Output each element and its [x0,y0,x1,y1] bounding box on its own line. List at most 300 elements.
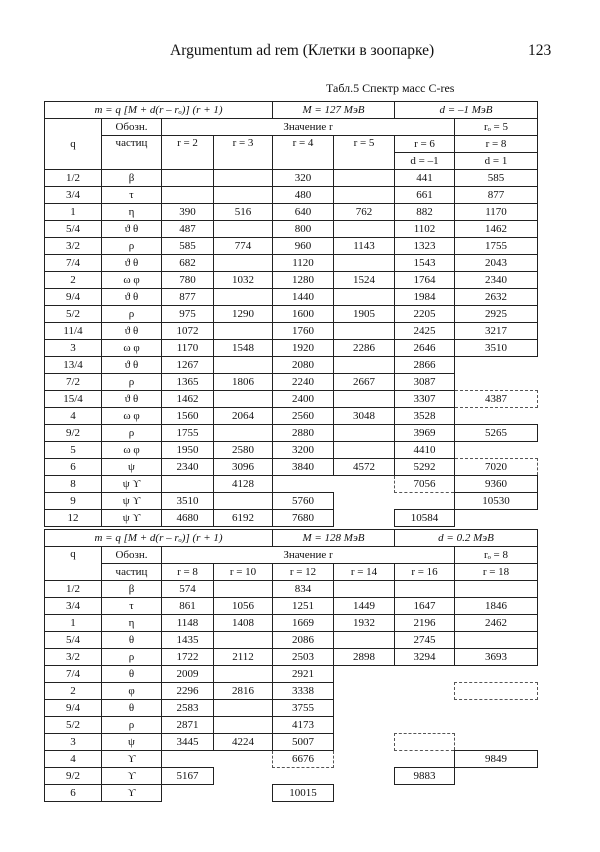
particle-symbol: ϒ [102,785,162,802]
mass-value [214,493,273,510]
table1-mass: M = 127 МэВ [273,102,395,119]
mass-value: 1764 [395,272,455,289]
mass-value: 487 [162,221,214,238]
mass-value [214,751,273,768]
q-value: 4 [45,408,102,425]
table-row [45,442,538,459]
table2-r-col: r = 12 [273,564,334,581]
mass-value: 1755 [455,238,538,255]
q-value: 6 [45,785,102,802]
mass-value: 3510 [162,493,214,510]
mass-value: 4224 [214,734,273,751]
mass-value [455,700,538,717]
table-row [45,581,538,598]
mass-value [214,323,273,340]
mass-value [334,700,395,717]
mass-value [395,666,455,683]
particle-symbol: θ [102,666,162,683]
table-row [45,768,538,785]
table-row [45,700,538,717]
mass-value: 1323 [395,238,455,255]
table1-r-col: r = 4 [273,136,334,170]
mass-value: 574 [162,581,214,598]
mass-value: 1548 [214,340,273,357]
q-value: 9/2 [45,425,102,442]
table-row [45,632,538,649]
mass-value: 1170 [455,204,538,221]
mass-value: 1647 [395,598,455,615]
mass-value [162,476,214,493]
mass-value: 640 [273,204,334,221]
mass-value: 1267 [162,357,214,374]
mass-value [214,255,273,272]
mass-value: 1462 [162,391,214,408]
particle-symbol: ψ [102,459,162,476]
q-value: 11/4 [45,323,102,340]
table2-q-header: q [45,547,102,581]
mass-value [214,425,273,442]
table-row [45,306,538,323]
particle-symbol: ω φ [102,340,162,357]
table-row [45,170,538,187]
mass-value: 2296 [162,683,214,700]
mass-value [455,408,538,425]
q-value: 3/4 [45,598,102,615]
mass-value [455,717,538,734]
mass-value: 1143 [334,238,395,255]
particle-symbol: θ [102,700,162,717]
running-title: Argumentum ad rem (Клетки в зоопарке) [170,42,435,59]
particle-symbol: ψ [102,734,162,751]
mass-value: 4128 [214,476,273,493]
mass-value: 1056 [214,598,273,615]
mass-value [334,391,395,408]
particle-symbol: ϒ [102,768,162,785]
mass-value [214,632,273,649]
table1-r-col: r = 5 [334,136,395,170]
mass-value: 682 [162,255,214,272]
table-row [45,221,538,238]
mass-value: 2240 [273,374,334,391]
particle-symbol: ρ [102,374,162,391]
particle-symbol: φ [102,683,162,700]
table1-d: d = –1 МэВ [395,102,538,119]
mass-value: 1462 [455,221,538,238]
mass-value: 877 [162,289,214,306]
q-value: 5/2 [45,717,102,734]
mass-value: 9849 [455,751,538,768]
table-row [45,666,538,683]
mass-value: 7020 [455,459,538,476]
mass-value: 3087 [395,374,455,391]
table1-particle-header-2: частиц [102,136,162,170]
mass-value: 1524 [334,272,395,289]
q-value: 2 [45,272,102,289]
mass-value: 2196 [395,615,455,632]
mass-value: 2205 [395,306,455,323]
table2-mass: M = 128 МэВ [273,530,395,547]
table2-r-col: r = 18 [455,564,538,581]
mass-value: 5167 [162,768,214,785]
table-row [45,785,538,802]
mass-value [214,717,273,734]
mass-spectrum-table-2 [44,529,538,802]
mass-value: 2086 [273,632,334,649]
mass-value: 5265 [455,425,538,442]
mass-value [395,751,455,768]
table-row [45,408,538,425]
table2-r-col: r = 10 [214,564,273,581]
table1-r-col: r = 6 [395,136,455,153]
q-value: 1/2 [45,170,102,187]
table-row [45,459,538,476]
table2-formula: m = q [M + d(r – rₒ)] (r + 1) [45,530,273,547]
particle-symbol: ρ [102,717,162,734]
table-row [45,510,538,527]
mass-value [334,425,395,442]
mass-value: 4410 [395,442,455,459]
mass-value [214,700,273,717]
mass-value: 3338 [273,683,334,700]
table1-q-header: q [45,119,102,170]
q-value: 5 [45,442,102,459]
mass-value [162,785,214,802]
table1-d-sub: d = –1 [395,153,455,170]
particle-symbol: ω φ [102,272,162,289]
mass-value: 2286 [334,340,395,357]
particle-symbol: ψ ϒ [102,476,162,493]
particle-symbol: η [102,204,162,221]
mass-value [334,323,395,340]
table-row [45,289,538,306]
table-row [45,374,538,391]
mass-value: 2866 [395,357,455,374]
mass-value: 1408 [214,615,273,632]
mass-value: 661 [395,187,455,204]
particle-symbol: ϑ θ [102,289,162,306]
mass-value: 516 [214,204,273,221]
particle-symbol: ρ [102,425,162,442]
mass-value: 1920 [273,340,334,357]
table-row [45,751,538,768]
mass-value [162,187,214,204]
q-value: 9/4 [45,700,102,717]
table-row [45,357,538,374]
mass-value: 1755 [162,425,214,442]
mass-value [455,785,538,802]
mass-value: 1280 [273,272,334,289]
particle-symbol: τ [102,187,162,204]
mass-value: 1722 [162,649,214,666]
mass-value: 585 [162,238,214,255]
mass-value: 3200 [273,442,334,459]
mass-value: 1435 [162,632,214,649]
mass-value [334,493,395,510]
mass-value: 9360 [455,476,538,493]
mass-value: 1251 [273,598,334,615]
mass-value: 2925 [455,306,538,323]
mass-value [334,187,395,204]
q-value: 3/2 [45,649,102,666]
table1-r-col: r = 8 [455,136,538,153]
mass-value: 1148 [162,615,214,632]
mass-value: 5007 [273,734,334,751]
mass-value: 2340 [455,272,538,289]
mass-value [162,751,214,768]
q-value: 2 [45,683,102,700]
table-row [45,391,538,408]
table-row [45,272,538,289]
particle-symbol: ω φ [102,408,162,425]
mass-value: 320 [273,170,334,187]
mass-value: 780 [162,272,214,289]
mass-value [334,289,395,306]
mass-value: 1449 [334,598,395,615]
q-value: 7/2 [45,374,102,391]
mass-value [273,768,334,785]
particle-symbol: τ [102,598,162,615]
mass-value [334,476,395,493]
mass-value [455,683,538,700]
mass-value: 6192 [214,510,273,527]
mass-value [455,442,538,459]
mass-value: 2745 [395,632,455,649]
mass-value: 834 [273,581,334,598]
mass-value: 3294 [395,649,455,666]
mass-value [455,357,538,374]
mass-value [334,785,395,802]
table-row [45,187,538,204]
mass-value [214,187,273,204]
q-value: 1/2 [45,581,102,598]
mass-value: 480 [273,187,334,204]
mass-value [214,785,273,802]
mass-value [395,734,455,751]
mass-value: 1120 [273,255,334,272]
q-value: 4 [45,751,102,768]
mass-value [395,700,455,717]
mass-value [334,768,395,785]
mass-value: 2871 [162,717,214,734]
q-value: 7/4 [45,666,102,683]
mass-value [334,734,395,751]
mass-value: 1102 [395,221,455,238]
table2-r-col: r = 14 [334,564,395,581]
table-row [45,340,538,357]
mass-value: 2043 [455,255,538,272]
mass-value: 1440 [273,289,334,306]
table-row [45,717,538,734]
mass-value [395,581,455,598]
mass-value [214,357,273,374]
mass-value: 3096 [214,459,273,476]
mass-value [455,374,538,391]
table1-r0-header: rₒ = 5 [455,119,538,136]
mass-value [214,666,273,683]
mass-value: 2583 [162,700,214,717]
mass-value [395,683,455,700]
q-value: 5/2 [45,306,102,323]
mass-value: 4173 [273,717,334,734]
mass-value: 3217 [455,323,538,340]
mass-value: 3048 [334,408,395,425]
mass-value [395,785,455,802]
q-value: 5/4 [45,221,102,238]
particle-symbol: ρ [102,238,162,255]
mass-value: 10530 [455,493,538,510]
table-row [45,476,538,493]
particle-symbol: ρ [102,649,162,666]
mass-value: 2425 [395,323,455,340]
mass-value: 390 [162,204,214,221]
mass-value: 2580 [214,442,273,459]
mass-value: 1170 [162,340,214,357]
mass-value: 861 [162,598,214,615]
particle-symbol: ψ ϒ [102,493,162,510]
mass-value [334,683,395,700]
table1-d-sub: d = 1 [455,153,538,170]
mass-value [214,289,273,306]
mass-value: 3755 [273,700,334,717]
table-caption: Табл.5 Спектр масс C-res [326,81,455,95]
mass-value: 3510 [455,340,538,357]
q-value: 6 [45,459,102,476]
mass-value [334,510,395,527]
mass-value [214,391,273,408]
mass-value [334,632,395,649]
mass-value: 1932 [334,615,395,632]
particle-symbol: ϑ θ [102,221,162,238]
mass-value [455,581,538,598]
mass-value [214,581,273,598]
mass-value [455,632,538,649]
mass-value [395,493,455,510]
particle-symbol: ψ ϒ [102,510,162,527]
table2-r0-header: rₒ = 8 [455,547,538,564]
mass-value: 762 [334,204,395,221]
table1-formula: m = q [M + d(r – rₒ)] (r + 1) [45,102,273,119]
mass-value: 2064 [214,408,273,425]
mass-value [455,734,538,751]
table2-particle-header-2: частиц [102,564,162,581]
table-row [45,238,538,255]
mass-value: 10015 [273,785,334,802]
mass-value: 9883 [395,768,455,785]
mass-value: 7680 [273,510,334,527]
table-row [45,255,538,272]
mass-value [334,255,395,272]
mass-value [214,170,273,187]
mass-value [334,221,395,238]
particle-symbol: ϑ θ [102,255,162,272]
table2-particle-header: Обозн. [102,547,162,564]
q-value: 3 [45,734,102,751]
mass-value: 1984 [395,289,455,306]
table-row [45,493,538,510]
mass-value: 6676 [273,751,334,768]
mass-value: 4680 [162,510,214,527]
mass-value: 5760 [273,493,334,510]
table2-d: d = 0.2 МэВ [395,530,538,547]
q-value: 3 [45,340,102,357]
q-value: 15/4 [45,391,102,408]
q-value: 9 [45,493,102,510]
mass-value: 1072 [162,323,214,340]
mass-value: 1669 [273,615,334,632]
mass-value: 3445 [162,734,214,751]
mass-value: 441 [395,170,455,187]
particle-symbol: η [102,615,162,632]
mass-value: 1950 [162,442,214,459]
mass-value: 1760 [273,323,334,340]
mass-value [455,510,538,527]
mass-value: 975 [162,306,214,323]
mass-value [334,170,395,187]
mass-value [395,717,455,734]
particle-symbol: ρ [102,306,162,323]
table-row [45,598,538,615]
mass-value: 1543 [395,255,455,272]
table-row [45,734,538,751]
q-value: 13/4 [45,357,102,374]
particle-symbol: ϑ θ [102,391,162,408]
mass-value: 2503 [273,649,334,666]
particle-symbol: β [102,170,162,187]
table1-value-header: Значение r [162,119,455,136]
mass-value: 2009 [162,666,214,683]
mass-value: 7056 [395,476,455,493]
mass-value: 2462 [455,615,538,632]
q-value: 8 [45,476,102,493]
mass-value [334,357,395,374]
mass-value: 2667 [334,374,395,391]
mass-value: 1365 [162,374,214,391]
table1-particle-header: Обозн. [102,119,162,136]
q-value: 1 [45,204,102,221]
table-row [45,649,538,666]
mass-value: 2560 [273,408,334,425]
table-row [45,683,538,700]
mass-value: 800 [273,221,334,238]
mass-value: 774 [214,238,273,255]
mass-value: 2921 [273,666,334,683]
mass-value [455,666,538,683]
mass-value [214,221,273,238]
table-row [45,323,538,340]
q-value: 12 [45,510,102,527]
particle-symbol: ϑ θ [102,323,162,340]
table1-r-col: r = 3 [214,136,273,170]
particle-symbol: θ [102,632,162,649]
particle-symbol: β [102,581,162,598]
table2-r-col: r = 16 [395,564,455,581]
q-value: 9/2 [45,768,102,785]
mass-value [162,170,214,187]
mass-value: 2400 [273,391,334,408]
mass-value: 882 [395,204,455,221]
mass-value: 585 [455,170,538,187]
particle-symbol: ω φ [102,442,162,459]
q-value: 5/4 [45,632,102,649]
mass-value: 1560 [162,408,214,425]
mass-value: 1846 [455,598,538,615]
mass-value: 3528 [395,408,455,425]
mass-value [334,442,395,459]
mass-value: 3969 [395,425,455,442]
mass-value: 4572 [334,459,395,476]
mass-value: 2646 [395,340,455,357]
mass-value: 3693 [455,649,538,666]
